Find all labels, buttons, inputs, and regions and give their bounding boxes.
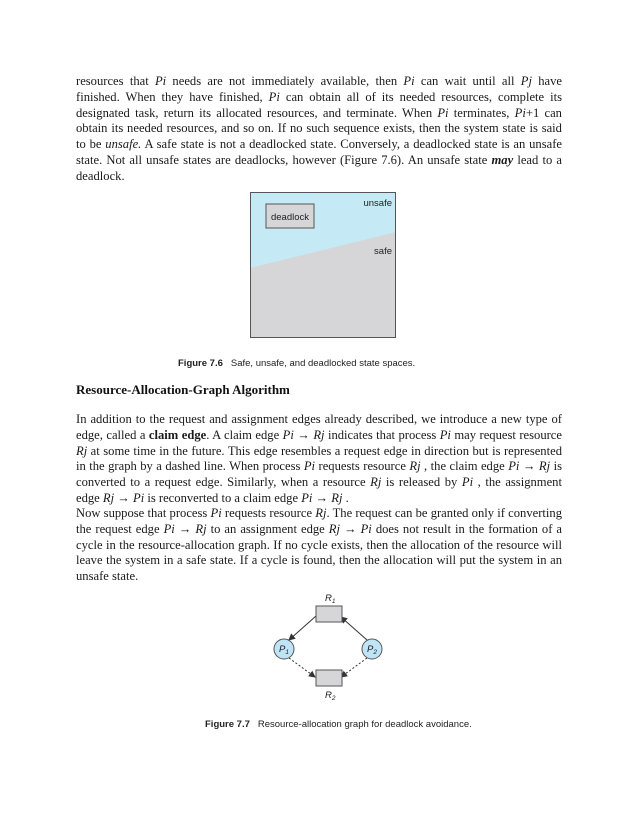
unsafe-label: unsafe xyxy=(363,198,392,209)
r2-label: $R_2$ xyxy=(325,690,336,700)
assignment-edge-r1-p1 xyxy=(289,616,316,640)
figure-7-7-caption: Figure 7.7 Resource-allocation graph for deadlock avoidance. xyxy=(205,719,472,730)
request-edge-p2-r1 xyxy=(341,617,367,640)
resource-allocation-graph xyxy=(262,590,392,700)
resource-r1 xyxy=(316,606,342,622)
p2-label: $P_2$ xyxy=(367,644,377,656)
paragraph-claim-edge: In addition to the request and assignment edges already described, we introduce a new type of edge, called a claim edge. A claim edge Pi → Rj indicates that process Pi may request resource Rj at some time in the future. This edge resembles a request edge in direction but is represented in the graph by a dashed line. When process Pi requests resource Rj , the claim edge Pi → Rj is converted to a request edge. Similarly, when a resource Rj is released by Pi , the assignment edge Rj → Pi is reconverted to a claim edge Pi → Rj . xyxy=(76,412,562,505)
claim-edge-p2-r2 xyxy=(341,658,367,677)
section-heading: Resource-Allocation-Graph Algorithm xyxy=(76,382,290,397)
p1-label: $P_1$ xyxy=(279,644,289,656)
paragraph-safe-state: resources that Pi needs are not immediately available, then Pi can wait until all Pj have finished. When they have finished, Pi can obtain all of its needed resources, complete its designated task, return its allocated resources, and terminate. When Pi terminates, Pi+1 can obtain its needed resources, and so on. If no such sequence exists, then the system state is said to be unsafe. A safe state is not a deadlocked state. Conversely, a deadlocked state is an unsafe state. Not all unsafe states are deadlocks, however (Figure 7.6). An unsafe state may lead to a deadlock. xyxy=(76,74,563,183)
r1-label: $R_1$ xyxy=(325,593,336,605)
claim-edge-p1-r2 xyxy=(289,658,315,677)
figure-7-6-caption: Figure 7.6 Safe, unsafe, and deadlocked state spaces. xyxy=(178,358,416,369)
state-space-figure xyxy=(250,192,396,338)
resource-r2 xyxy=(316,670,342,686)
deadlock-label: deadlock xyxy=(270,212,310,223)
safe-label: safe xyxy=(374,246,392,257)
paragraph-request-granted: Now suppose that process Pi requests resource Rj. The request can be granted only if converting the request edge Pi → Rj to an assignment edge Rj → Pi does not result in the formation of a cycle in the resource-allocation graph. If no cycle exists, then the allocation of the resource will leave the system in a safe state. If a cycle is found, then the allocation will put the system in an unsafe state. xyxy=(76,506,562,584)
